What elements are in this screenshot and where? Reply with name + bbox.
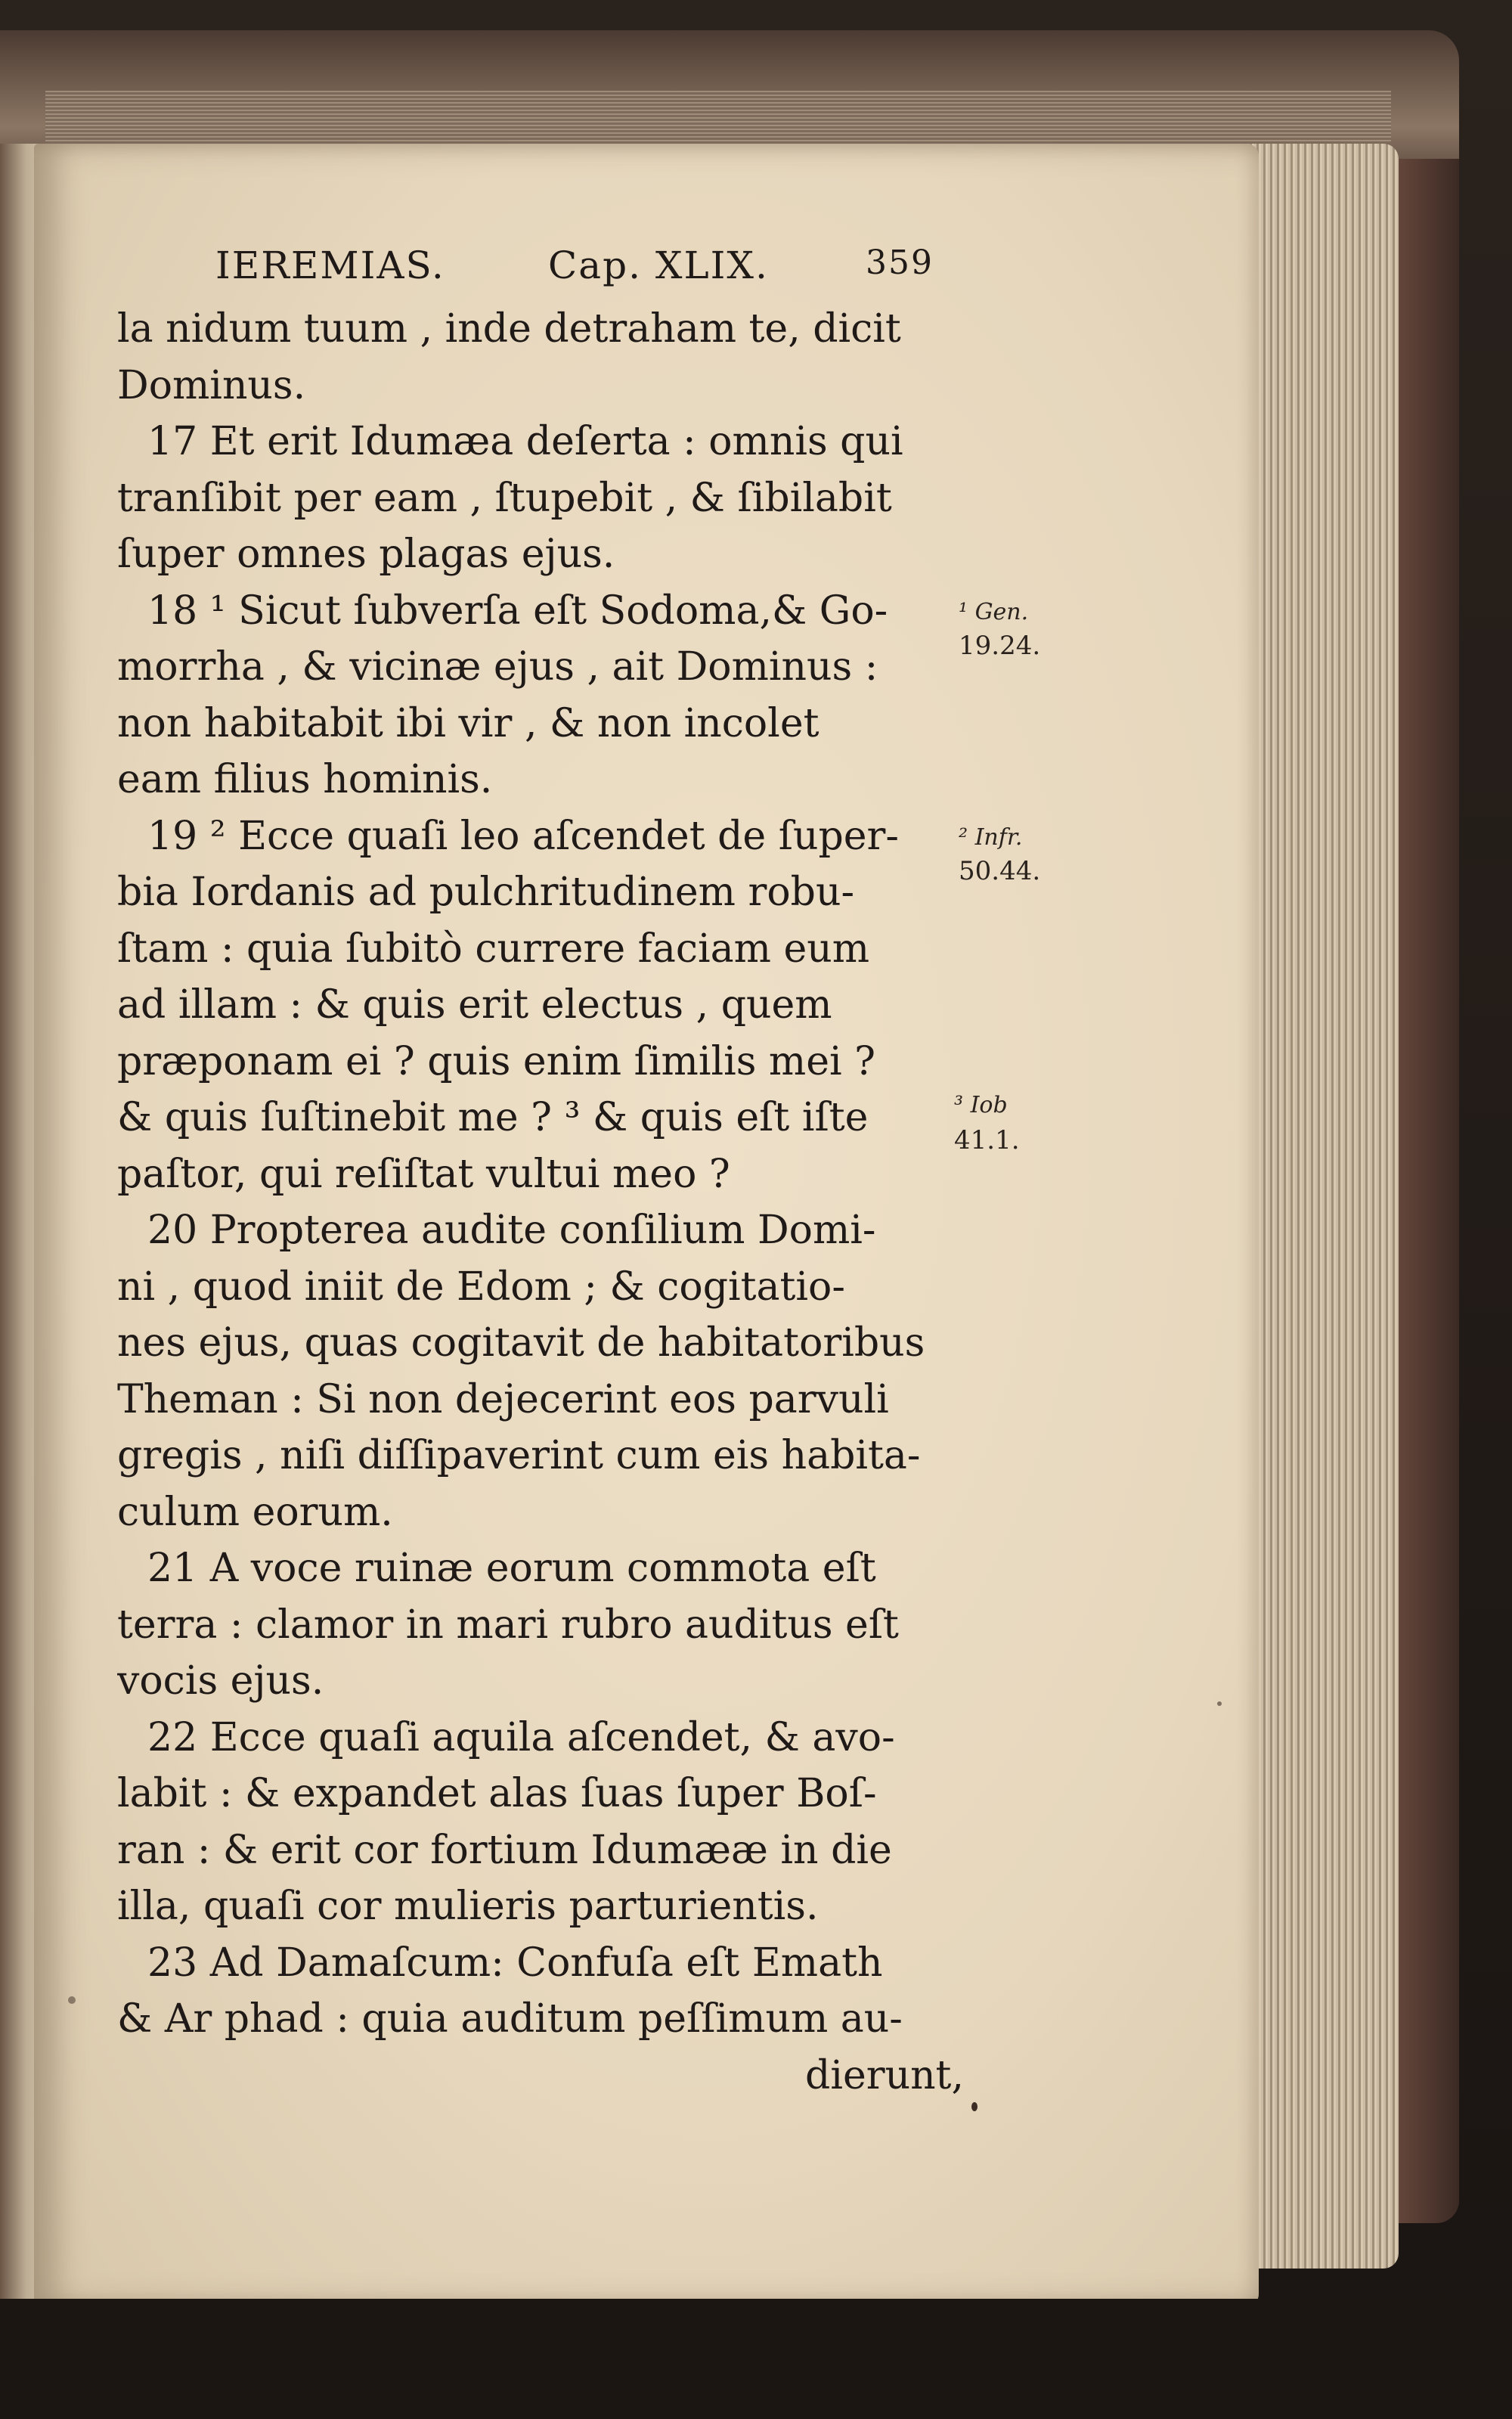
body-text bbox=[117, 301, 964, 2104]
text-line: præponam ei ? quis enim ſimilis mei ? bbox=[117, 1038, 876, 1084]
margin-note-mark: ³ bbox=[954, 1092, 964, 1118]
running-head-book: IEREMIAS. bbox=[215, 243, 445, 287]
margin-note-ref: Infr. bbox=[974, 824, 1023, 851]
page-number: 359 bbox=[866, 243, 934, 282]
margin-note-cite: 41.1. bbox=[954, 1125, 1020, 1155]
text-line: illa, quaſi cor mulieris parturientis. bbox=[117, 1884, 819, 1929]
text-line: ran : & erit cor fortium Idumææ in die bbox=[117, 1827, 892, 1873]
margin-note-cite: 50.44. bbox=[959, 856, 1041, 886]
text-line: labit : & expandet alas ſuas ſuper Boſ- bbox=[117, 1771, 877, 1816]
text-line: eam filius hominis. bbox=[117, 757, 493, 802]
margin-note-cite: 19.24. bbox=[959, 631, 1041, 661]
text-line: ſtam : quia ſubitò currere faciam eum bbox=[117, 926, 870, 972]
margin-note bbox=[959, 597, 1040, 661]
text-line: 18 ¹ Sicut ſubverſa eſt Sodoma,& Go- bbox=[147, 588, 888, 634]
margin-note-ref: Gen. bbox=[974, 599, 1029, 625]
page-edges-top bbox=[45, 91, 1391, 144]
text-line: vocis ejus. bbox=[117, 1658, 324, 1704]
text-line: ſuper omnes plagas ejus. bbox=[117, 532, 615, 577]
page-edges-right bbox=[1247, 144, 1399, 2269]
text-line: gregis , niſi diſſipaverint cum eis habita- bbox=[117, 1433, 921, 1478]
text-line: tranſibit per eam , ſtupebit , & ſibilabit bbox=[117, 475, 892, 521]
text-line: 22 Ecce quaſi aquila aſcendet, & avo- bbox=[147, 1714, 895, 1760]
paper-speck bbox=[971, 2102, 978, 2111]
text-line: terra : clamor in mari rubro auditus eſt bbox=[117, 1602, 899, 1648]
text-line: 21 A voce ruinæ eorum commota eſt bbox=[147, 1546, 876, 1591]
margin-note bbox=[954, 1090, 1020, 1155]
paper-speck bbox=[68, 1996, 76, 2004]
running-head-chapter: Cap. XLIX. bbox=[548, 243, 769, 287]
catchword: dierunt, bbox=[805, 2052, 964, 2098]
text-line: 19 ² Ecce quaſi leo aſcendet de ſuper- bbox=[147, 813, 899, 859]
text-line: & quis ſuſtinebit me ? ³ & quis eſt iſte bbox=[117, 1095, 869, 1140]
text-line: 20 Propterea audite conſilium Domi- bbox=[147, 1208, 876, 1253]
text-line: ad illam : & quis erit electus , quem bbox=[117, 982, 832, 1028]
margin-note bbox=[959, 823, 1040, 886]
text-line: non habitabit ibi vir , & non incolet bbox=[117, 700, 820, 746]
background-bottom bbox=[0, 2299, 1512, 2419]
paper-speck bbox=[1217, 1701, 1222, 1706]
text-line: nes ejus, quas cogitavit de habitatoribus bbox=[117, 1320, 925, 1366]
text-line: ni , quod iniit de Edom ; & cogitatio- bbox=[117, 1264, 845, 1310]
margin-note-mark: ¹ bbox=[959, 599, 968, 625]
text-line: paſtor, qui reſiſtat vultui meo ? bbox=[117, 1151, 730, 1197]
text-line: Theman : Si non dejecerint eos parvuli bbox=[117, 1376, 889, 1422]
text-line: culum eorum. bbox=[117, 1489, 393, 1535]
text-line: & Ar phad : quia auditum peſſimum au- bbox=[117, 1996, 903, 2042]
text-line: Dominus. bbox=[117, 362, 306, 408]
margin-note-ref: Iob bbox=[970, 1092, 1008, 1118]
text-line: 23 Ad Damaſcum: Confuſa eſt Emath bbox=[147, 1940, 883, 1986]
text-line: bia Iordanis ad pulchritudinem robu- bbox=[117, 870, 855, 915]
text-line: 17 Et erit Idumæa deſerta : omnis qui bbox=[147, 419, 903, 464]
text-line: la nidum tuum , inde detraham te, dicit bbox=[117, 306, 901, 352]
margin-note-mark: ² bbox=[959, 824, 968, 851]
text-line: morrha , & vicinæ ejus , ait Dominus : bbox=[117, 644, 878, 690]
